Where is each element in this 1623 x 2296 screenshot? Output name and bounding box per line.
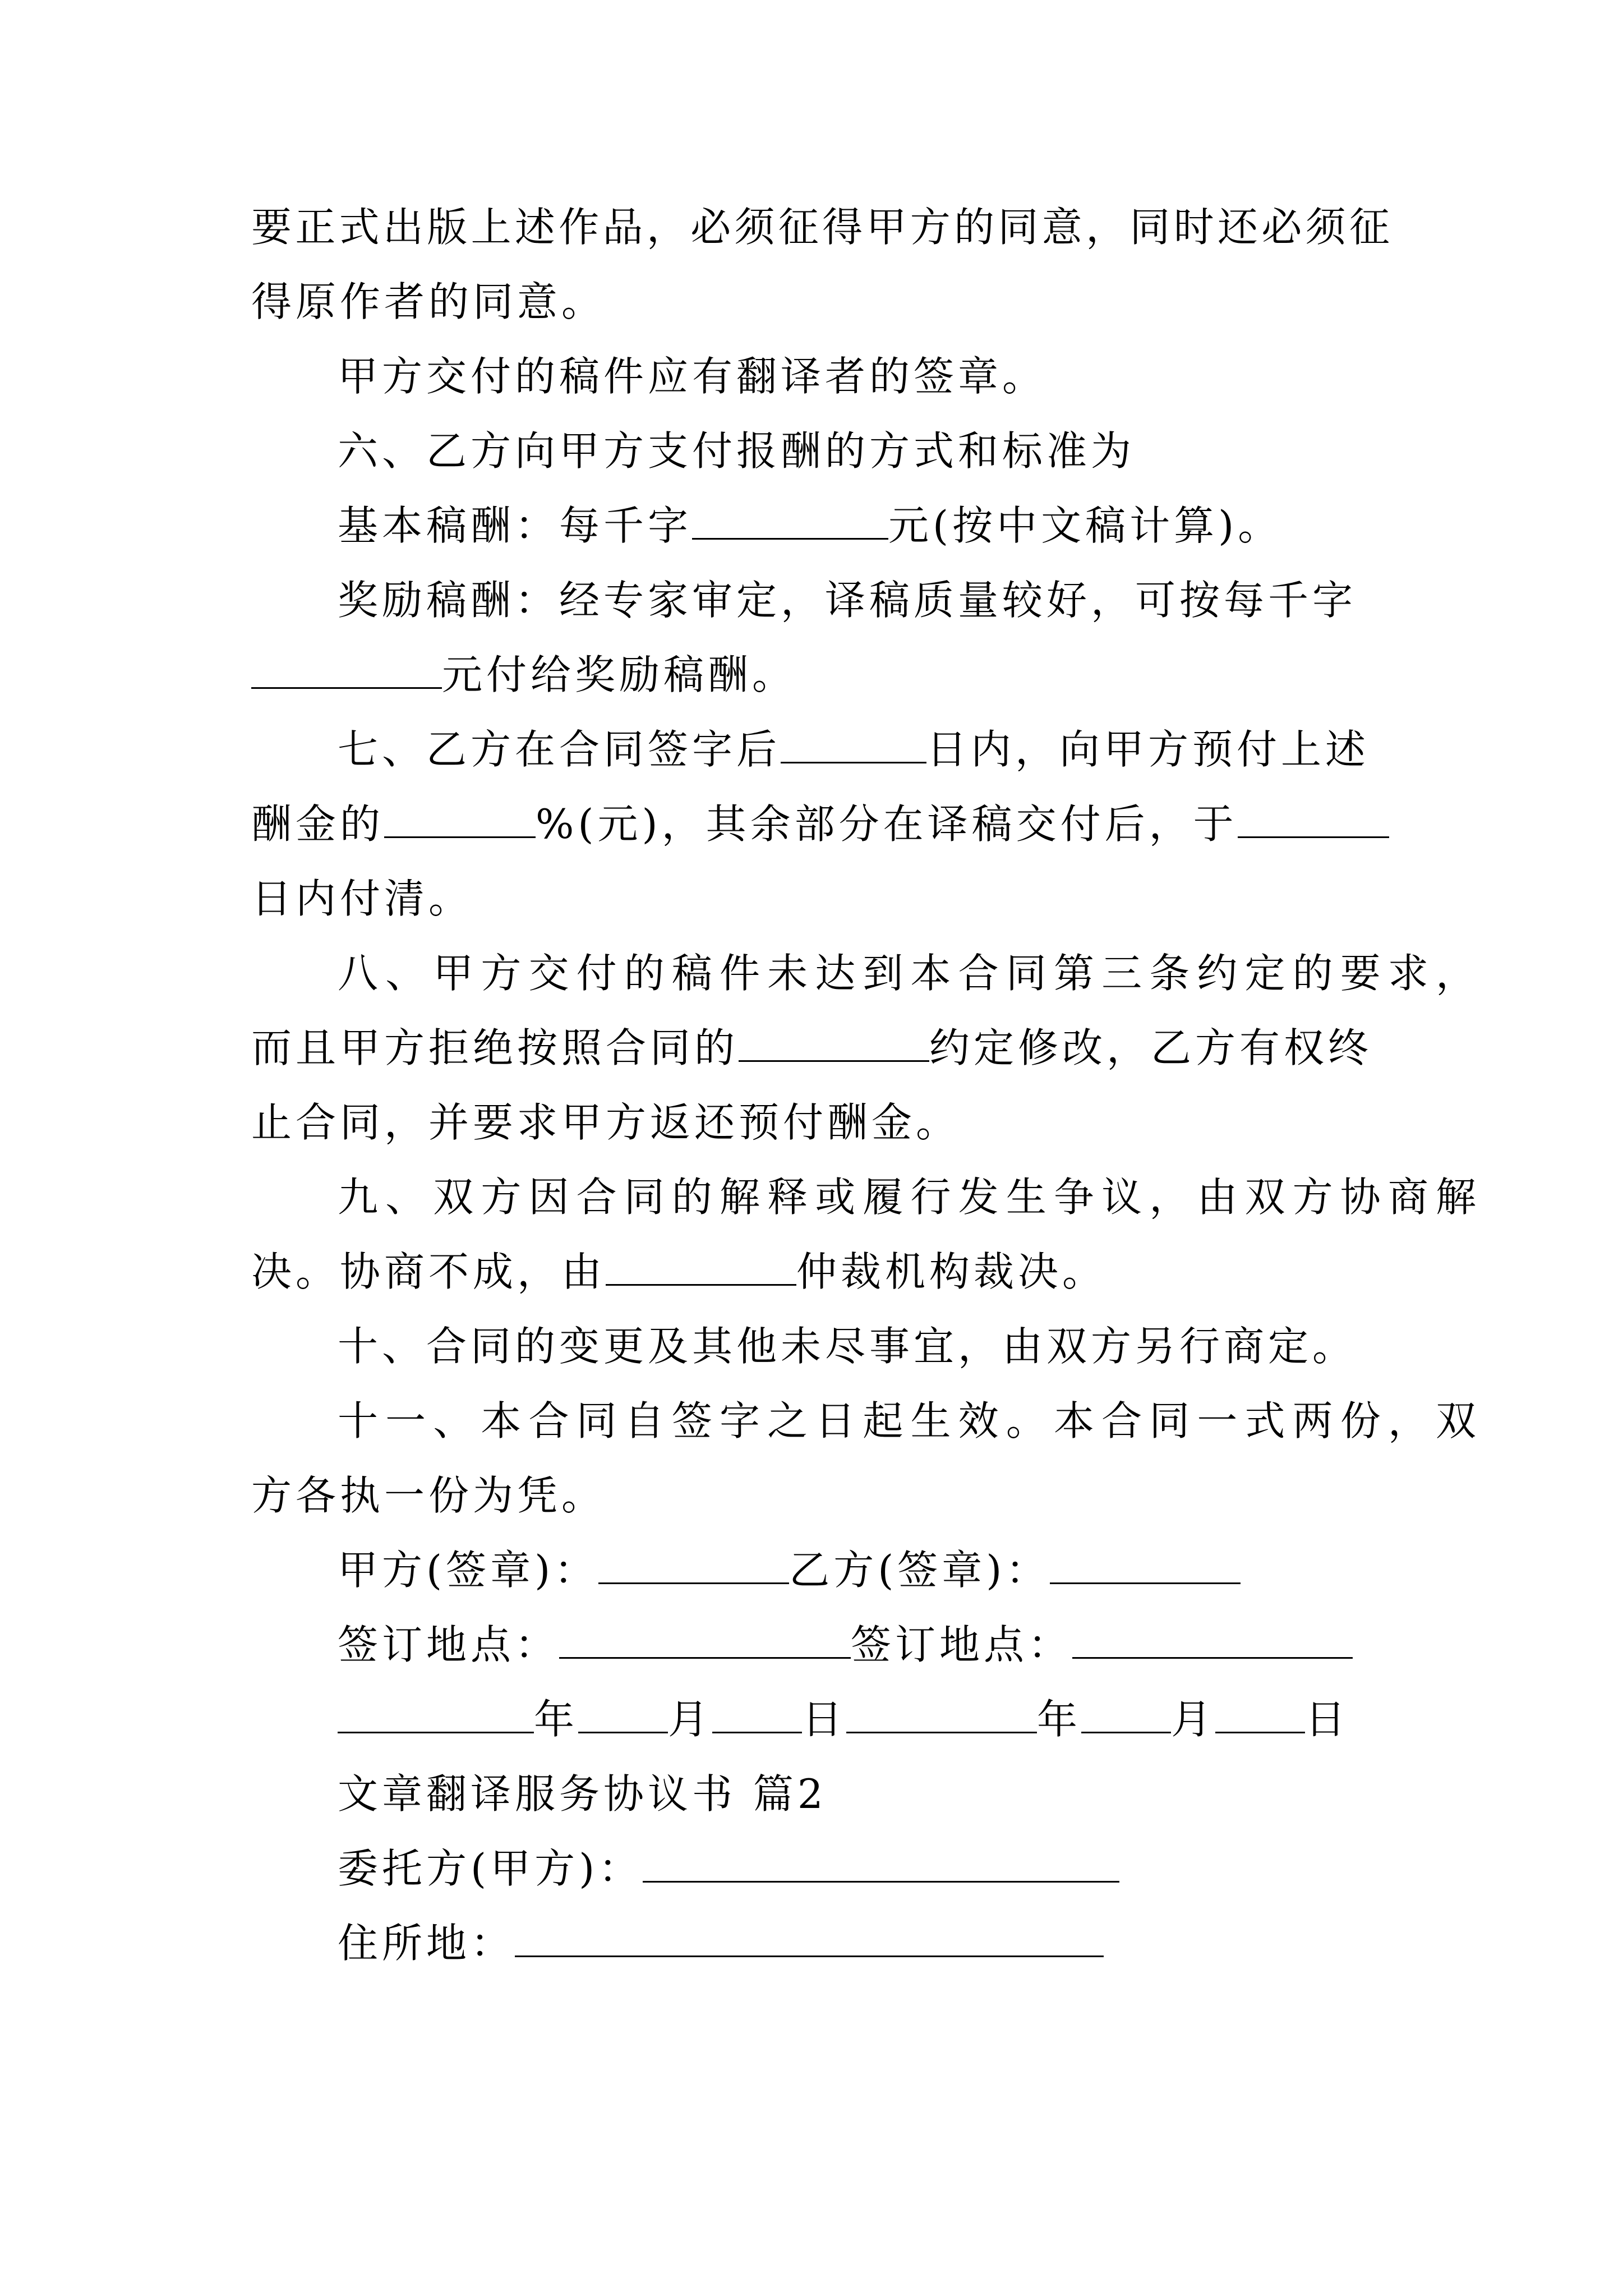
client-blank [643,1845,1119,1883]
clause-7-line-1 [251,724,1476,775]
party-a-place-label: 签订地点： [338,1621,560,1668]
clause-7-line-3: 日内付清。 [251,875,473,922]
party-a-day-label: 日 [802,1696,847,1743]
party-a-month-blank [578,1696,668,1733]
party-b-day-label: 日 [1305,1696,1350,1743]
clause-8-text-b: 约定修改，乙方有权终 [929,1024,1373,1071]
clause-10-line: 十、合同的变更及其他未尽事宜，由双方另行商定。 [338,1323,1357,1370]
signing-place-line [251,1619,1476,1670]
clause-11-line-2: 方各执一份为凭。 [251,1472,606,1519]
date-line [251,1694,1476,1745]
clause-9-line-1: 九、双方因合同的解释或履行发生争议，由双方协商解 [338,1174,1476,1221]
clause-9-text-a: 决。协商不成，由 [251,1248,606,1295]
address-label: 住所地： [338,1920,515,1967]
clause-7-text-a: 七、乙方在合同签字后 [338,726,781,773]
party-b-signature-label: 乙方(签章)： [789,1547,1050,1594]
address-line [251,1918,1476,1968]
paragraph-line-2: 得原作者的同意。 [251,278,606,325]
clause-9-text-b: 仲裁机构裁决。 [796,1248,1107,1295]
basic-fee-line [251,500,1476,551]
party-b-day-blank [1215,1696,1305,1733]
party-a-year-blank [338,1696,534,1733]
paragraph-line-1: 要正式出版上述作品，必须征得甲方的同意，同时还必须征 [251,204,1390,251]
clause-11-line-1: 十一、本合同自签字之日起生效。本合同一式两份，双 [338,1397,1476,1444]
prepay-days-blank [781,726,926,763]
basic-fee-unit: 元(按中文稿计算)。 [888,502,1283,549]
clause-9-line-2 [251,1246,1390,1297]
party-b-place-blank [1072,1621,1353,1659]
party-a-signature-label: 甲方(签章)： [338,1547,599,1594]
paragraph-line-3: 甲方交付的稿件应有翻译者的签章。 [338,353,1047,400]
clause-8-line-1: 八、甲方交付的稿件未达到本合同第三条约定的要求， [338,950,1476,997]
clause-8-line-2 [251,1023,1390,1073]
basic-fee-blank [692,502,888,540]
clause-6-heading: 六、乙方向甲方支付报酬的方式和标准为 [338,427,1136,475]
section-heading-2: 文章翻译服务协议书 篇2 [338,1770,827,1818]
party-b-year-blank [846,1696,1037,1733]
bonus-fee-line: 奖励稿酬：经专家审定，译稿质量较好，可按每千字 [338,577,1357,624]
party-b-month-blank [1081,1696,1171,1733]
contract-clause-blank [739,1024,929,1062]
party-b-year-label: 年 [1037,1696,1082,1743]
address-blank [515,1920,1104,1957]
party-b-place-label: 签订地点： [851,1621,1073,1668]
arbitration-blank [606,1248,796,1286]
party-a-place-blank [559,1621,851,1659]
basic-fee-label: 基本稿酬：每千字 [338,502,693,549]
final-pay-days-blank [1238,800,1389,838]
party-b-month-label: 月 [1171,1696,1216,1743]
bonus-fee-blank [251,651,442,689]
clause-7-text-d: %(元)，其余部分在译稿交付后，于 [536,800,1238,848]
client-line [251,1843,1476,1894]
client-label: 委托方(甲方)： [338,1845,643,1892]
bonus-fee-line-2 [251,650,1390,700]
party-a-day-blank [712,1696,802,1733]
clause-7-line-2 [251,799,1390,849]
party-a-year-label: 年 [534,1696,579,1743]
prepay-percent-blank [384,800,536,838]
bonus-fee-unit: 元付给奖励稿酬。 [442,651,797,698]
signature-line [251,1545,1476,1595]
party-b-signature-blank [1050,1547,1241,1584]
clause-8-line-3: 止合同，并要求甲方返还预付酬金。 [251,1099,961,1146]
party-a-signature-blank [598,1547,789,1584]
clause-7-text-b: 日内，向甲方预付上述 [926,726,1370,773]
clause-8-text-a: 而且甲方拒绝按照合同的 [251,1024,739,1071]
party-a-month-label: 月 [668,1696,713,1743]
clause-7-text-c: 酬金的 [251,800,385,848]
